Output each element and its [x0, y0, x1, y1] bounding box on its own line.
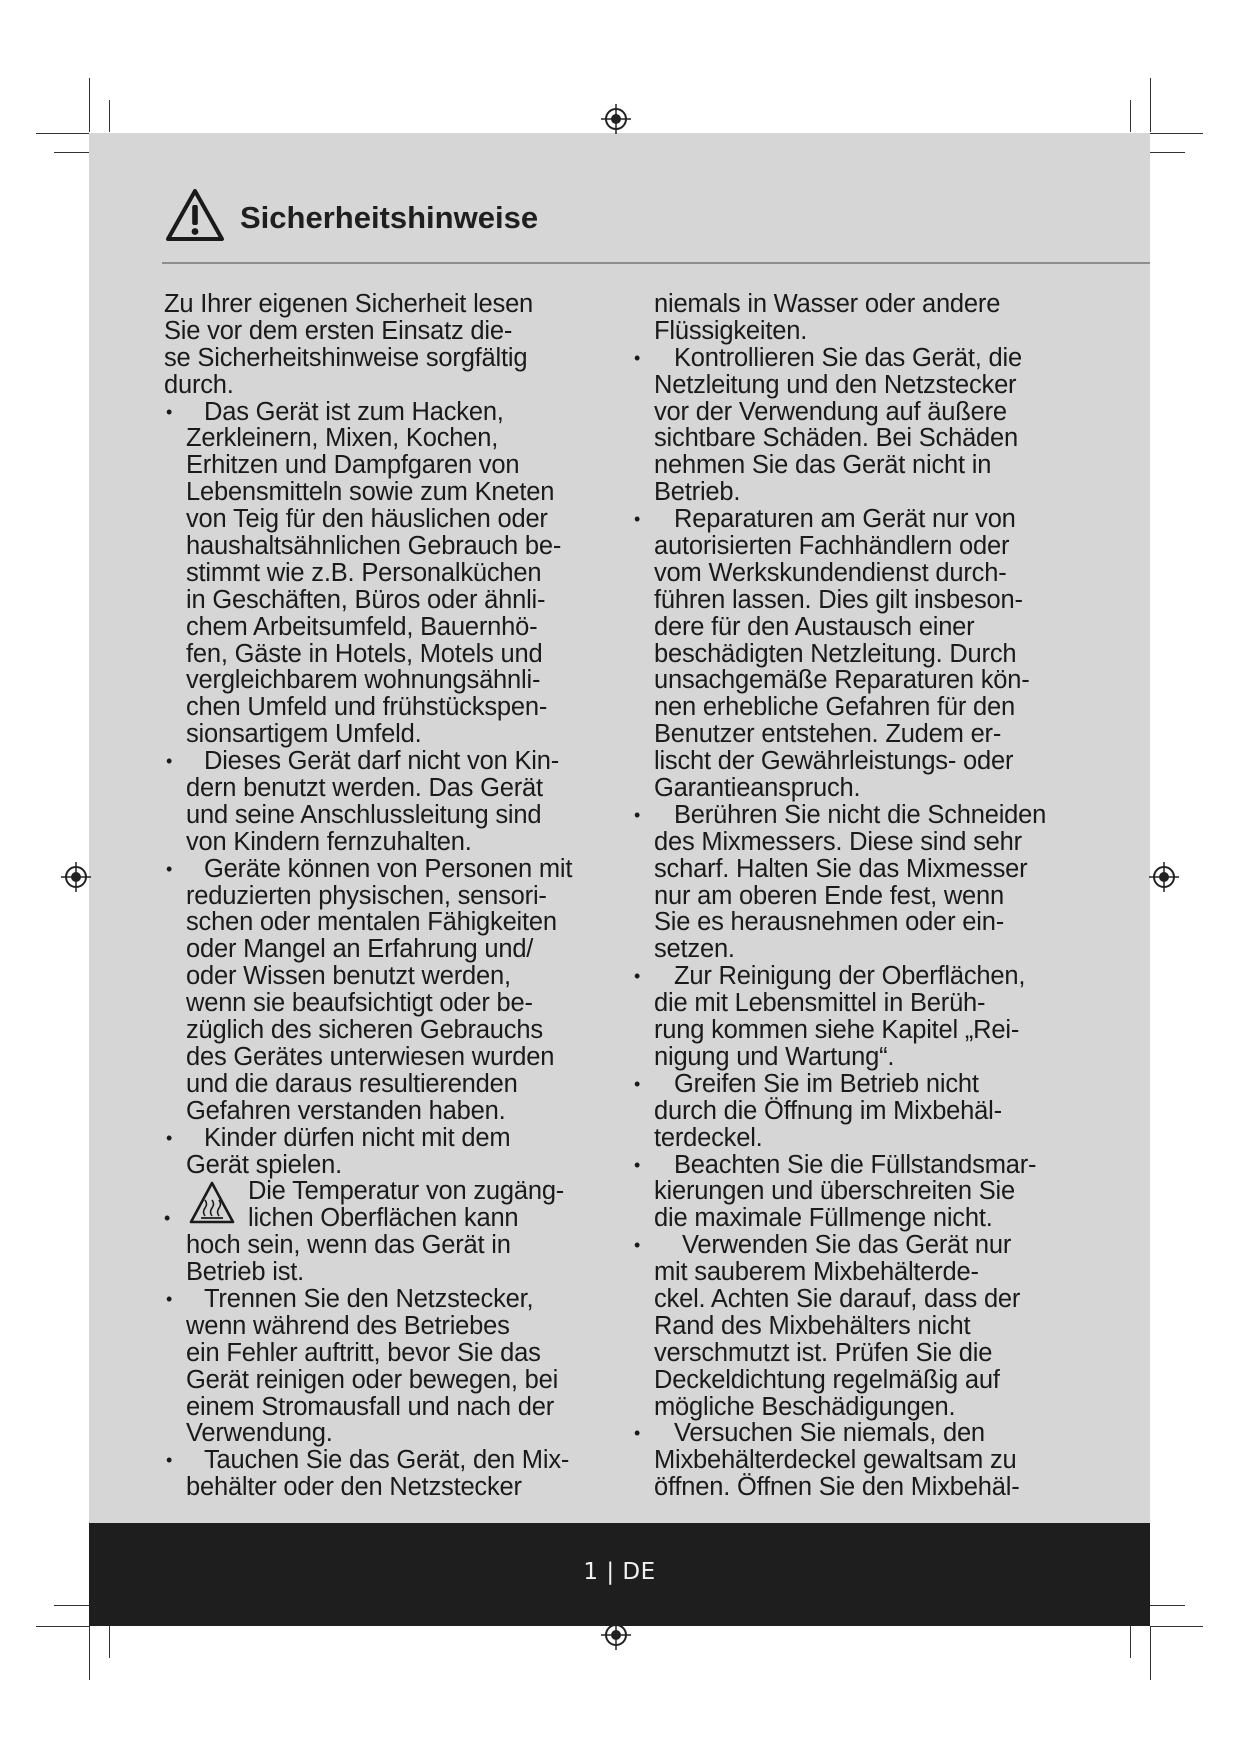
text-line: verschmutzt ist. Prüfen Sie die	[654, 1338, 993, 1367]
bullet-icon: •	[634, 509, 641, 530]
left-column	[164, 291, 634, 1501]
text-line: unsachgemäße Reparaturen kön-	[654, 666, 1030, 695]
text-line: züglich des sicheren Gebrauchs	[186, 1016, 543, 1045]
text-line: hoch sein, wenn das Gerät in	[186, 1231, 511, 1260]
text-line: behälter oder den Netzstecker	[186, 1473, 522, 1502]
crop-mark	[1150, 1626, 1151, 1680]
text-line: Gefahren verstanden haben.	[186, 1096, 506, 1125]
text-line: Dieses Gerät darf nicht von Kin-	[204, 747, 560, 776]
text-line: Geräte können von Personen mit	[204, 854, 573, 883]
right-column	[634, 290, 1104, 1502]
text-line: Beachten Sie die Füllstandsmar-	[674, 1150, 1037, 1179]
text-line: schen oder mentalen Fähigkeiten	[186, 908, 557, 937]
text-line: Betrieb.	[654, 478, 741, 507]
text-line: mit sauberem Mixbehälterde-	[654, 1258, 979, 1287]
text-line: setzen.	[654, 935, 735, 964]
list-item	[634, 1150, 1104, 1233]
text-line: Reparaturen am Gerät nur von	[674, 505, 1016, 534]
text-line: Betrieb ist.	[186, 1258, 305, 1287]
crop-mark	[1130, 1626, 1131, 1658]
bullet-icon: •	[166, 1127, 173, 1148]
page-title: Sicherheitshinweise	[240, 200, 539, 235]
text-line: Erhitzen und Dampfgaren von	[186, 451, 520, 480]
bullet-icon: •	[634, 1423, 641, 1444]
list-item	[634, 1231, 1104, 1421]
text-line: terdeckel.	[654, 1123, 763, 1152]
text-line: ckel. Achten Sie darauf, dass der	[654, 1284, 1021, 1313]
text-line: die maximale Füllmenge nicht.	[654, 1204, 993, 1233]
text-line: Mixbehälterdeckel gewaltsam zu	[654, 1446, 1017, 1475]
text-line: lichen Oberflächen kann	[248, 1204, 519, 1233]
bullet-icon: •	[166, 858, 173, 879]
text-line: oder Mangel an Erfahrung und/	[186, 935, 534, 964]
text-line: Greifen Sie im Betrieb nicht	[674, 1069, 979, 1098]
crop-mark	[1150, 1626, 1203, 1627]
crop-mark	[36, 1626, 89, 1627]
crop-mark	[1150, 78, 1151, 132]
bullet-icon: •	[634, 1154, 641, 1175]
text-line: einem Stromausfall und nach der	[186, 1392, 555, 1421]
list-item	[634, 800, 1104, 964]
bullet-icon: •	[634, 804, 641, 825]
text-line: dern benutzt werden. Das Gerät	[186, 774, 543, 803]
registration-mark-icon	[61, 862, 91, 892]
text-line: fen, Gäste in Hotels, Motels und	[186, 639, 543, 668]
text-line: Rand des Mixbehälters nicht	[654, 1311, 971, 1340]
bullet-icon: •	[634, 966, 641, 987]
text-line: se Sicherheitshinweise sorgfältig	[164, 343, 528, 372]
text-line: reduzierten physischen, sensori-	[186, 881, 547, 910]
bullet-icon: •	[164, 1208, 171, 1229]
intro-paragraph	[164, 291, 634, 399]
text-line: nigung und Wartung“.	[654, 1042, 895, 1071]
text-line: Gerät spielen.	[186, 1150, 342, 1179]
text-line: stimmt wie z.B. Personalküchen	[186, 558, 542, 587]
list-item	[634, 962, 1104, 1071]
list-item	[634, 505, 1104, 803]
text-line: sionsartigem Umfeld.	[186, 720, 422, 749]
text-line: durch.	[164, 370, 234, 399]
text-line: und seine Anschlussleitung sind	[186, 800, 542, 829]
text-line: chem Arbeitsumfeld, Bauernhö-	[186, 612, 538, 641]
text-line: Flüssigkeiten.	[654, 316, 808, 345]
text-line: Versuchen Sie niemals, den	[674, 1419, 985, 1448]
section-header	[162, 186, 1150, 264]
text-line: wenn sie beaufsichtigt oder be-	[186, 989, 533, 1018]
crop-mark	[54, 1605, 89, 1606]
continued-paragraph	[654, 291, 1104, 345]
text-line: autorisierten Fachhändlern oder	[654, 532, 1010, 561]
text-line: Zu Ihrer eigenen Sicherheit lesen	[164, 290, 534, 318]
text-line: Zerkleinern, Mixen, Kochen,	[186, 424, 499, 453]
text-line: nen erhebliche Gefahren für den	[654, 693, 1015, 722]
text-line: von Teig für den häuslichen oder	[186, 505, 548, 534]
list-item	[164, 1447, 634, 1501]
crop-mark	[36, 133, 89, 134]
text-line: beschädigten Netzleitung. Durch	[654, 639, 1017, 668]
text-line: durch die Öffnung im Mixbehäl-	[654, 1096, 1002, 1125]
list-item	[164, 1178, 634, 1286]
text-line: Verwenden Sie das Gerät nur	[682, 1231, 1012, 1260]
text-line: chen Umfeld und frühstückspen-	[186, 693, 548, 722]
text-line: des Gerätes unterwiesen wurden	[186, 1042, 555, 1071]
text-line: die mit Lebensmittel in Berüh-	[654, 989, 986, 1018]
text-line: Kontrollieren Sie das Gerät, die	[674, 343, 1022, 372]
text-line: Das Gerät ist zum Hacken,	[204, 397, 504, 426]
list-item	[634, 1419, 1104, 1502]
text-line: haushaltsähnlichen Gebrauch be-	[186, 532, 562, 561]
text-line: wenn während des Betriebes	[186, 1311, 510, 1340]
text-line: von Kindern fernzuhalten.	[186, 827, 472, 856]
bullet-icon: •	[634, 1073, 641, 1094]
text-line: sichtbare Schäden. Bei Schäden	[654, 424, 1018, 453]
list-item	[164, 1286, 634, 1447]
text-line: Verwendung.	[186, 1419, 333, 1448]
bullet-icon: •	[166, 1450, 173, 1471]
text-line: lischt der Gewährleistungs- oder	[654, 747, 1014, 776]
crop-mark	[89, 1626, 90, 1680]
text-line: vergleichbarem wohnungsähnli-	[186, 666, 541, 695]
warning-triangle-icon	[165, 188, 225, 242]
crop-mark	[109, 100, 110, 132]
text-line: scharf. Halten Sie das Mixmesser	[654, 854, 1028, 883]
page-number: 1 | DE	[583, 1559, 656, 1585]
crop-mark	[1150, 1605, 1185, 1606]
text-line: oder Wissen benutzt werden,	[186, 962, 511, 991]
text-line: vom Werkskundendienst durch-	[654, 558, 1007, 587]
text-line: Berühren Sie nicht die Schneiden	[674, 800, 1047, 829]
bullet-icon: •	[634, 1235, 641, 1256]
text-line: des Mixmessers. Diese sind sehr	[654, 827, 1022, 856]
crop-mark	[89, 78, 90, 132]
crop-mark	[54, 152, 89, 153]
text-line: nehmen Sie das Gerät nicht in	[654, 451, 992, 480]
registration-mark-icon	[601, 104, 631, 134]
footer-band	[89, 1523, 1150, 1626]
text-line: Garantieanspruch.	[654, 774, 861, 803]
crop-mark	[1150, 133, 1203, 134]
text-line: führen lassen. Dies gilt insbeson-	[654, 585, 1023, 614]
text-line: Zur Reinigung der Oberflächen,	[674, 962, 1026, 991]
text-line: Lebensmitteln sowie zum Kneten	[186, 478, 555, 507]
text-line: Tauchen Sie das Gerät, den Mix-	[204, 1446, 570, 1475]
text-line: Sie es herausnehmen oder ein-	[654, 908, 1005, 937]
text-line: kierungen und überschreiten Sie	[654, 1177, 1015, 1206]
text-line: und die daraus resultierenden	[186, 1069, 518, 1098]
list-item	[634, 1069, 1104, 1152]
bullet-icon: •	[166, 1288, 173, 1309]
list-item	[164, 399, 634, 749]
text-line: rung kommen siehe Kapitel „Rei-	[654, 1016, 1020, 1045]
text-line: Deckeldichtung regelmäßig auf	[654, 1365, 1000, 1394]
text-line: mögliche Beschädigungen.	[654, 1392, 956, 1421]
list-item	[164, 748, 634, 856]
text-line: Kinder dürfen nicht mit dem	[204, 1123, 511, 1152]
text-line: niemals in Wasser oder andere	[654, 290, 1001, 318]
bullet-icon: •	[166, 751, 173, 772]
text-line: Netzleitung und den Netzstecker	[654, 370, 1017, 399]
text-line: nur am oberen Ende fest, wenn	[654, 881, 1005, 910]
text-line: Gerät reinigen oder bewegen, bei	[186, 1365, 559, 1394]
list-item	[164, 856, 634, 1125]
registration-mark-icon	[1149, 862, 1179, 892]
text-line: vor der Verwendung auf äußere	[654, 397, 1007, 426]
text-line: in Geschäften, Büros oder ähnli-	[186, 585, 546, 614]
bullet-icon: •	[634, 347, 641, 368]
text-line: dere für den Austausch einer	[654, 612, 975, 641]
text-line: öffnen. Öffnen Sie den Mixbehäl-	[654, 1473, 1020, 1502]
text-line: Trennen Sie den Netzstecker,	[204, 1284, 534, 1313]
list-item	[634, 343, 1104, 507]
list-item	[164, 1125, 634, 1179]
crop-mark	[1150, 152, 1185, 153]
text-line: Benutzer entstehen. Zudem er-	[654, 720, 1002, 749]
crop-mark	[1130, 100, 1131, 132]
text-line: Sie vor dem ersten Einsatz die-	[164, 316, 513, 345]
crop-mark	[109, 1626, 110, 1658]
bullet-icon: •	[166, 401, 173, 422]
text-line: Die Temperatur von zugäng-	[248, 1177, 565, 1206]
text-line: ein Fehler auftritt, bevor Sie das	[186, 1338, 541, 1367]
